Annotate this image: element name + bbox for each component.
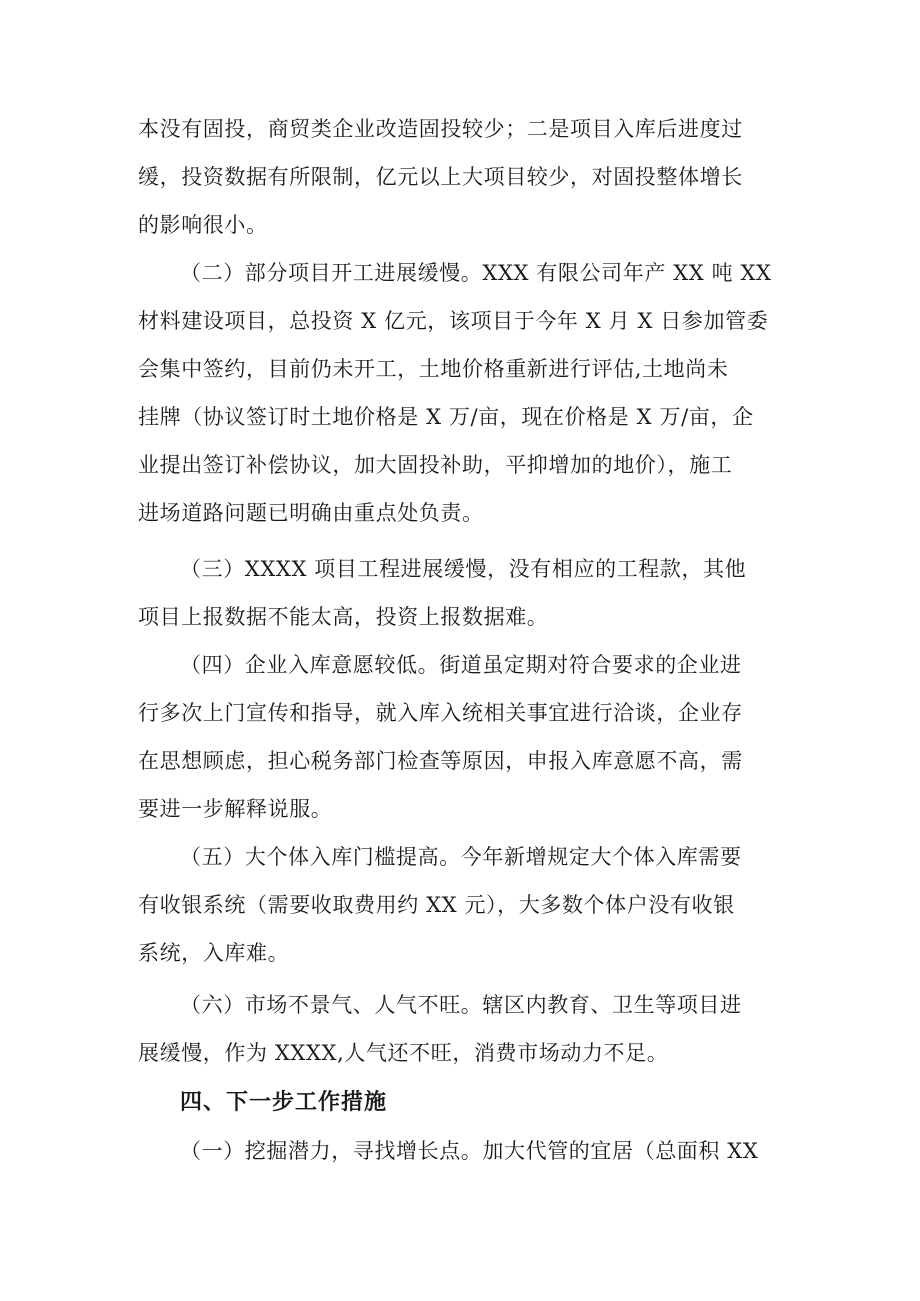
paragraph-4-line-4: 要进一步解释说服。 [138,797,333,821]
paragraph-2-line-3: 会集中签约，目前仍未开工，土地价格重新进行评估,土地尚未 [138,357,729,381]
section-heading: 四、下一步工作措施 [180,1090,388,1115]
paragraph-4-line-3: 在思想顾虑，担心税务部门检查等原因，申报入库意愿不高，需 [138,749,743,773]
paragraph-2-line-4: 挂牌（协议签订时土地价格是 X 万/亩，现在价格是 X 万/亩，企 [138,405,754,429]
paragraph-5-line-3: 系统，入库难。 [138,941,290,965]
paragraph-5-line-2: 有收银系统（需要收取费用约 XX 元），大多数个体户没有收银 [138,893,735,917]
paragraph-7-line-1: （一）挖掘潜力，寻找增长点。加大代管的宜居（总面积 XX [180,1139,759,1163]
paragraph-1-line-3: 的影响很小。 [138,213,268,237]
paragraph-4-line-1: （四）企业入库意愿较低。街道虽定期对符合要求的企业进 [180,653,742,677]
paragraph-1-line-2: 缓，投资数据有所限制，亿元以上大项目较少，对固投整体增长 [138,165,743,189]
paragraph-2-line-1: （二）部分项目开工进展缓慢。XXX 有限公司年产 XX 吨 XX [180,261,772,285]
paragraph-3-line-1: （三）XXXX 项目工程进展缓慢，没有相应的工程款，其他 [180,557,747,581]
paragraph-1-line-1: 本没有固投，商贸类企业改造固投较少；二是项目入库后进度过 [138,117,743,141]
paragraph-2-line-2: 材料建设项目，总投资 X 亿元，该项目于今年 X 月 X 日参加管委 [138,309,769,333]
paragraph-5-line-1: （五）大个体入库门槛提高。今年新增规定大个体入库需要 [180,845,742,869]
paragraph-2-line-6: 进场道路问题已明确由重点处负责。 [138,501,484,525]
paragraph-4-line-2: 行多次上门宣传和指导，就入库入统相关事宜进行洽谈，企业存 [138,701,743,725]
paragraph-3-line-2: 项目上报数据不能太高，投资上报数据难。 [138,605,549,629]
paragraph-2-line-5: 业提出签订补偿协议，加大固投补助，平抑增加的地价），施工 [138,453,733,477]
paragraph-6-line-1: （六）市场不景气、人气不旺。辖区内教育、卫生等项目进 [180,993,742,1017]
paragraph-6-line-2: 展缓慢，作为 XXXX,人气还不旺，消费市场动力不足。 [138,1041,669,1065]
